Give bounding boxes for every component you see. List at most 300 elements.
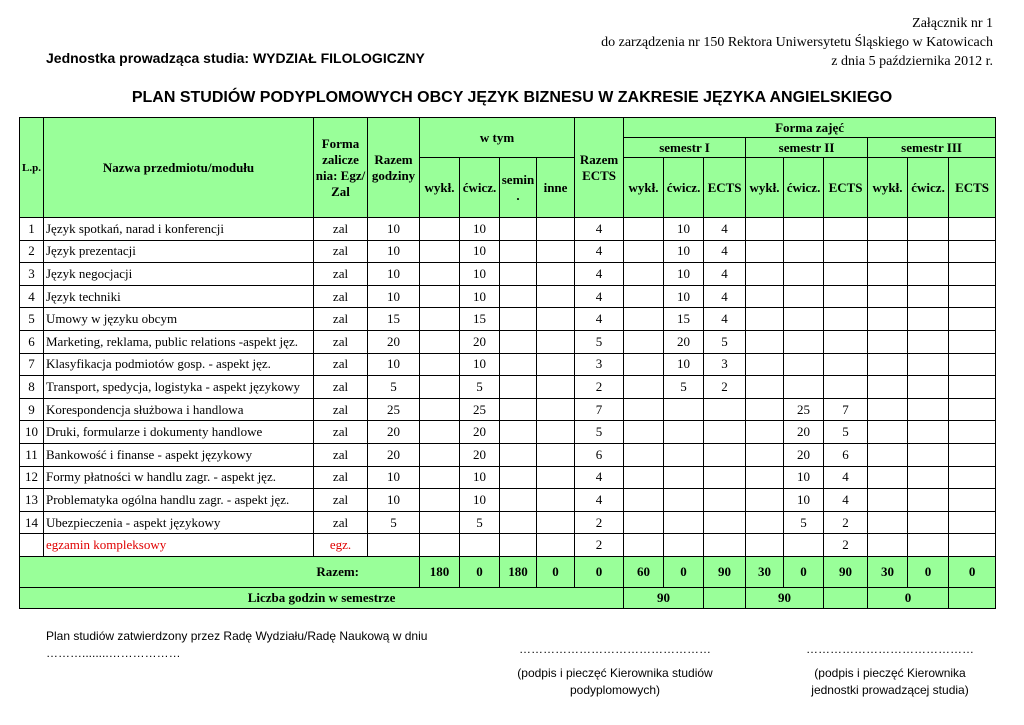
row-s1-ects: 5 [704, 330, 746, 353]
total-s3-lectures: 0 [908, 556, 949, 587]
row-lp: 5 [20, 308, 44, 331]
row-s2-ects [824, 218, 868, 241]
study-plan-table [19, 117, 996, 609]
row-s1-ects: 4 [704, 240, 746, 263]
row-assessment-form: zal [314, 353, 368, 376]
row-lectures [420, 443, 460, 466]
row-other [537, 443, 575, 466]
semester-1-gray-cell [704, 587, 746, 608]
row-s2-lectures [746, 353, 784, 376]
row-other [537, 376, 575, 399]
row-lp: 3 [20, 263, 44, 286]
row-ects: 4 [575, 285, 624, 308]
header-including: w tym [420, 118, 575, 158]
row-s3-lectures [868, 285, 908, 308]
table-row [20, 511, 996, 534]
page-title: PLAN STUDIÓW PODYPLOMOWYCH OBCY JĘZYK BIZNESU W ZAKRESIE JĘZYKA ANGIELSKIEGO [131, 89, 893, 106]
row-s1-exercises: 10 [664, 285, 704, 308]
semester-hours-label: Liczba godzin w semestrze [20, 587, 624, 608]
table-row [20, 308, 996, 331]
row-s2-lectures [746, 489, 784, 512]
header-exercises: ćwicz. [460, 158, 500, 218]
row-s3-exercises [908, 398, 949, 421]
row-s3-ects [949, 398, 996, 421]
row-other [537, 534, 575, 557]
row-s1-lectures [624, 218, 664, 241]
row-other [537, 398, 575, 421]
row-s1-exercises [664, 489, 704, 512]
row-ects: 2 [575, 376, 624, 399]
row-s3-lectures [868, 466, 908, 489]
row-s3-lectures [868, 398, 908, 421]
row-seminars [500, 376, 537, 399]
signature-2-caption-1: (podpis i pieczęć Kierownika [814, 666, 966, 680]
row-ects: 5 [575, 330, 624, 353]
total-s2-ects: 30 [868, 556, 908, 587]
row-lectures [420, 285, 460, 308]
total-s1-lectures: 0 [664, 556, 704, 587]
header-total-ects: Razem ECTS [575, 118, 624, 218]
header-s1-exercises: ćwicz. [664, 158, 704, 218]
row-total-hours: 10 [368, 263, 420, 286]
row-ects: 4 [575, 240, 624, 263]
header-s3-ects: ECTS [949, 158, 996, 218]
row-lp: 7 [20, 353, 44, 376]
signature-studies-head [510, 641, 720, 699]
row-lp: 9 [20, 398, 44, 421]
total-s2-exercises: 90 [824, 556, 868, 587]
row-s2-ects: 7 [824, 398, 868, 421]
row-s1-ects [704, 421, 746, 444]
row-lectures [420, 466, 460, 489]
row-lectures [420, 330, 460, 353]
row-s1-lectures [624, 398, 664, 421]
row-s1-exercises: 15 [664, 308, 704, 331]
row-other [537, 263, 575, 286]
row-s3-lectures [868, 353, 908, 376]
row-total-hours: 10 [368, 353, 420, 376]
semester-3-empty-cell [949, 587, 996, 608]
row-s3-lectures [868, 443, 908, 466]
header-s3-exercises: ćwicz. [908, 158, 949, 218]
row-assessment-form: zal [314, 398, 368, 421]
row-s1-ects: 3 [704, 353, 746, 376]
row-assessment-form: zal [314, 443, 368, 466]
row-lp [20, 534, 44, 557]
header-assessment-form: Forma zalicze nia: Egz/ Zal [314, 118, 368, 218]
row-exercises: 25 [460, 398, 500, 421]
row-s2-exercises [784, 376, 824, 399]
header-semester-1: semestr I [624, 138, 746, 158]
row-s2-ects: 2 [824, 511, 868, 534]
row-s1-exercises [664, 511, 704, 534]
header-semester-3: semestr III [868, 138, 996, 158]
row-s1-lectures [624, 376, 664, 399]
row-s2-exercises: 20 [784, 443, 824, 466]
row-total-hours: 15 [368, 308, 420, 331]
row-assessment-form: zal [314, 330, 368, 353]
row-exercises: 10 [460, 263, 500, 286]
header-seminars: semin . [500, 158, 537, 218]
total-ects: 60 [624, 556, 664, 587]
row-subject-name: Problematyka ogólna handlu zagr. - aspekt jęz. [44, 489, 314, 512]
row-s3-ects [949, 466, 996, 489]
row-total-hours: 10 [368, 466, 420, 489]
row-ects: 4 [575, 308, 624, 331]
row-s1-exercises [664, 443, 704, 466]
row-ects: 3 [575, 353, 624, 376]
row-s3-ects [949, 263, 996, 286]
row-s3-lectures [868, 511, 908, 534]
row-assessment-form: zal [314, 376, 368, 399]
row-s3-lectures [868, 489, 908, 512]
row-seminars [500, 443, 537, 466]
row-seminars [500, 240, 537, 263]
signature-1-dots: ………………………………………… [519, 642, 711, 656]
row-s2-ects [824, 263, 868, 286]
row-s3-exercises [908, 443, 949, 466]
row-s1-exercises [664, 466, 704, 489]
subject-rows [20, 218, 996, 557]
row-s2-exercises: 25 [784, 398, 824, 421]
row-s3-lectures [868, 534, 908, 557]
row-s2-exercises [784, 240, 824, 263]
row-lp: 12 [20, 466, 44, 489]
row-total-hours: 5 [368, 511, 420, 534]
row-seminars [500, 489, 537, 512]
row-s2-lectures [746, 398, 784, 421]
row-seminars [500, 308, 537, 331]
total-s3-exercises: 0 [949, 556, 996, 587]
header-lectures: wykł. [420, 158, 460, 218]
row-s1-exercises: 10 [664, 218, 704, 241]
row-s2-exercises: 5 [784, 511, 824, 534]
row-lp: 1 [20, 218, 44, 241]
table-row [20, 376, 996, 399]
row-s3-exercises [908, 489, 949, 512]
header-class-form: Forma zajęć [624, 118, 996, 138]
row-seminars [500, 511, 537, 534]
row-subject-name: egzamin kompleksowy [44, 534, 314, 557]
approval-text: Plan studiów zatwierdzony przez Radę Wydziału/Radę Naukową w dniu [46, 629, 428, 643]
row-assessment-form: zal [314, 263, 368, 286]
row-s2-lectures [746, 421, 784, 444]
row-s3-exercises [908, 511, 949, 534]
row-subject-name: Transport, spedycja, logistyka - aspekt językowy [44, 376, 314, 399]
row-s2-lectures [746, 285, 784, 308]
row-s3-ects [949, 218, 996, 241]
row-s1-ects [704, 466, 746, 489]
row-s3-exercises [908, 218, 949, 241]
annex-decree: do zarządzenia nr 150 Rektora Uniwersytetu Śląskiego w Katowicach [601, 35, 993, 50]
row-other [537, 421, 575, 444]
row-s1-lectures [624, 240, 664, 263]
row-s1-ects [704, 489, 746, 512]
row-other [537, 218, 575, 241]
row-s1-ects: 4 [704, 263, 746, 286]
row-seminars [500, 534, 537, 557]
row-exercises: 20 [460, 330, 500, 353]
row-ects: 4 [575, 466, 624, 489]
row-s1-lectures [624, 511, 664, 534]
row-s2-lectures [746, 511, 784, 534]
totals-label: Razem: [20, 556, 420, 587]
row-s3-lectures [868, 240, 908, 263]
row-seminars [500, 263, 537, 286]
signature-2-caption-2: jednostki prowadzącej studia) [811, 683, 969, 697]
row-lectures [420, 376, 460, 399]
row-total-hours: 20 [368, 421, 420, 444]
row-s1-ects: 4 [704, 308, 746, 331]
row-s1-lectures [624, 466, 664, 489]
row-s2-exercises [784, 218, 824, 241]
row-exercises: 5 [460, 511, 500, 534]
row-lp: 10 [20, 421, 44, 444]
signature-1-caption-2: podyplomowych) [569, 683, 661, 697]
row-lp: 4 [20, 285, 44, 308]
header-semester-2: semestr II [746, 138, 868, 158]
row-s1-exercises [664, 534, 704, 557]
row-subject-name: Druki, formularze i dokumenty handlowe [44, 421, 314, 444]
row-assessment-form: zal [314, 489, 368, 512]
row-lectures [420, 240, 460, 263]
row-exercises: 15 [460, 308, 500, 331]
row-ects: 2 [575, 511, 624, 534]
row-s2-lectures [746, 240, 784, 263]
row-s1-exercises [664, 398, 704, 421]
teaching-unit: Jednostka prowadząca studia: WYDZIAŁ FILOLOGICZNY [46, 50, 425, 66]
annex-number: Załącznik nr 1 [912, 16, 993, 31]
row-ects: 4 [575, 489, 624, 512]
header-s2-lectures: wykł. [746, 158, 784, 218]
row-s1-lectures [624, 330, 664, 353]
row-s2-exercises [784, 353, 824, 376]
row-total-hours [368, 534, 420, 557]
header-s1-ects: ECTS [704, 158, 746, 218]
row-ects: 7 [575, 398, 624, 421]
total-exercises: 180 [500, 556, 537, 587]
approval-date-dots: ………........……………… [46, 646, 181, 660]
row-s3-ects [949, 376, 996, 399]
row-subject-name: Język techniki [44, 285, 314, 308]
totals-row [20, 556, 996, 587]
row-s3-exercises [908, 285, 949, 308]
row-s3-exercises [908, 330, 949, 353]
row-subject-name: Bankowość i finanse - aspekt językowy [44, 443, 314, 466]
row-s1-lectures [624, 308, 664, 331]
total-s2-lectures: 0 [784, 556, 824, 587]
row-lectures [420, 489, 460, 512]
row-s2-lectures [746, 218, 784, 241]
row-s2-exercises [784, 263, 824, 286]
row-ects: 4 [575, 218, 624, 241]
row-s3-exercises [908, 376, 949, 399]
row-lectures [420, 218, 460, 241]
total-s1-exercises: 90 [704, 556, 746, 587]
total-other: 0 [575, 556, 624, 587]
row-ects: 2 [575, 534, 624, 557]
table-row [20, 218, 996, 241]
row-subject-name: Formy płatności w handlu zagr. - aspekt jęz. [44, 466, 314, 489]
table-row [20, 263, 996, 286]
row-s3-ects [949, 511, 996, 534]
row-exercises: 10 [460, 218, 500, 241]
row-exercises: 10 [460, 353, 500, 376]
row-s2-ects [824, 376, 868, 399]
row-lectures [420, 353, 460, 376]
header-subject-name: Nazwa przedmiotu/modułu [44, 118, 314, 218]
row-s2-exercises [784, 308, 824, 331]
header-s1-lectures: wykł. [624, 158, 664, 218]
row-s1-lectures [624, 443, 664, 466]
row-s3-exercises [908, 263, 949, 286]
row-s1-ects [704, 534, 746, 557]
row-lp: 2 [20, 240, 44, 263]
row-s3-lectures [868, 218, 908, 241]
row-lectures [420, 534, 460, 557]
row-assessment-form: zal [314, 285, 368, 308]
row-seminars [500, 330, 537, 353]
row-lectures [420, 308, 460, 331]
row-s3-ects [949, 353, 996, 376]
row-exercises: 20 [460, 421, 500, 444]
header-s3-lectures: wykł. [868, 158, 908, 218]
row-lectures [420, 421, 460, 444]
row-s2-lectures [746, 263, 784, 286]
row-s3-lectures [868, 330, 908, 353]
row-s2-ects [824, 285, 868, 308]
row-s3-exercises [908, 466, 949, 489]
row-s2-exercises: 20 [784, 421, 824, 444]
header-other: inne [537, 158, 575, 218]
row-s1-exercises: 10 [664, 353, 704, 376]
table-row [20, 398, 996, 421]
row-other [537, 489, 575, 512]
row-lectures [420, 263, 460, 286]
row-lectures [420, 511, 460, 534]
semester-3-hours: 0 [868, 587, 949, 608]
row-other [537, 511, 575, 534]
total-seminars: 0 [537, 556, 575, 587]
row-subject-name: Język spotkań, narad i konferencji [44, 218, 314, 241]
row-assessment-form: zal [314, 308, 368, 331]
row-total-hours: 10 [368, 489, 420, 512]
table-row [20, 285, 996, 308]
row-lectures [420, 398, 460, 421]
row-s1-ects [704, 398, 746, 421]
header-total-hours: Razem godziny [368, 118, 420, 218]
row-s1-ects [704, 443, 746, 466]
row-s3-ects [949, 534, 996, 557]
table-row [20, 489, 996, 512]
signature-unit-head [790, 641, 990, 699]
row-other [537, 240, 575, 263]
row-s3-exercises [908, 421, 949, 444]
annex-header [601, 14, 993, 71]
row-s2-ects [824, 240, 868, 263]
table-row [20, 466, 996, 489]
row-s2-exercises: 10 [784, 489, 824, 512]
semester-hours-row [20, 587, 996, 608]
signature-1-caption-1: (podpis i pieczęć Kierownika studiów [517, 666, 713, 680]
row-s1-lectures [624, 263, 664, 286]
row-exercises: 20 [460, 443, 500, 466]
row-subject-name: Korespondencja służbowa i handlowa [44, 398, 314, 421]
row-s2-ects: 6 [824, 443, 868, 466]
row-assessment-form: zal [314, 240, 368, 263]
approval-note [46, 628, 427, 662]
total-s1-ects: 30 [746, 556, 784, 587]
row-s3-lectures [868, 376, 908, 399]
row-subject-name: Klasyfikacja podmiotów gosp. - aspekt jęz. [44, 353, 314, 376]
row-s2-ects [824, 308, 868, 331]
row-other [537, 466, 575, 489]
row-s1-ects: 4 [704, 285, 746, 308]
row-ects: 6 [575, 443, 624, 466]
row-s1-exercises [664, 421, 704, 444]
row-s2-ects: 4 [824, 466, 868, 489]
row-s3-ects [949, 285, 996, 308]
row-lp: 8 [20, 376, 44, 399]
row-s2-ects: 2 [824, 534, 868, 557]
row-s1-ects [704, 511, 746, 534]
row-exercises: 10 [460, 240, 500, 263]
row-s3-ects [949, 308, 996, 331]
row-subject-name: Ubezpieczenia - aspekt językowy [44, 511, 314, 534]
row-s2-lectures [746, 376, 784, 399]
row-s3-lectures [868, 308, 908, 331]
row-ects: 4 [575, 263, 624, 286]
row-lp: 6 [20, 330, 44, 353]
row-s3-exercises [908, 308, 949, 331]
semester-1-hours: 90 [624, 587, 704, 608]
row-s2-exercises [784, 285, 824, 308]
row-seminars [500, 421, 537, 444]
row-assessment-form: egz. [314, 534, 368, 557]
row-s1-ects: 2 [704, 376, 746, 399]
row-lp: 14 [20, 511, 44, 534]
total-hours: 180 [420, 556, 460, 587]
row-ects: 5 [575, 421, 624, 444]
row-total-hours: 20 [368, 443, 420, 466]
row-other [537, 285, 575, 308]
row-exercises: 5 [460, 376, 500, 399]
row-s3-lectures [868, 421, 908, 444]
row-s1-ects: 4 [704, 218, 746, 241]
row-s1-lectures [624, 285, 664, 308]
row-seminars [500, 398, 537, 421]
row-exercises: 10 [460, 285, 500, 308]
table-row [20, 421, 996, 444]
row-s2-lectures [746, 330, 784, 353]
row-subject-name: Język negocjacji [44, 263, 314, 286]
total-lectures: 0 [460, 556, 500, 587]
row-s2-lectures [746, 466, 784, 489]
row-s2-lectures [746, 308, 784, 331]
header-lp: L.p. [20, 118, 44, 218]
row-s1-lectures [624, 489, 664, 512]
row-s1-lectures [624, 534, 664, 557]
row-total-hours: 10 [368, 218, 420, 241]
row-s2-ects [824, 330, 868, 353]
row-total-hours: 10 [368, 240, 420, 263]
row-s1-lectures [624, 421, 664, 444]
header-s2-exercises: ćwicz. [784, 158, 824, 218]
row-s2-ects: 4 [824, 489, 868, 512]
row-other [537, 308, 575, 331]
row-s2-ects [824, 353, 868, 376]
header-s2-ects: ECTS [824, 158, 868, 218]
